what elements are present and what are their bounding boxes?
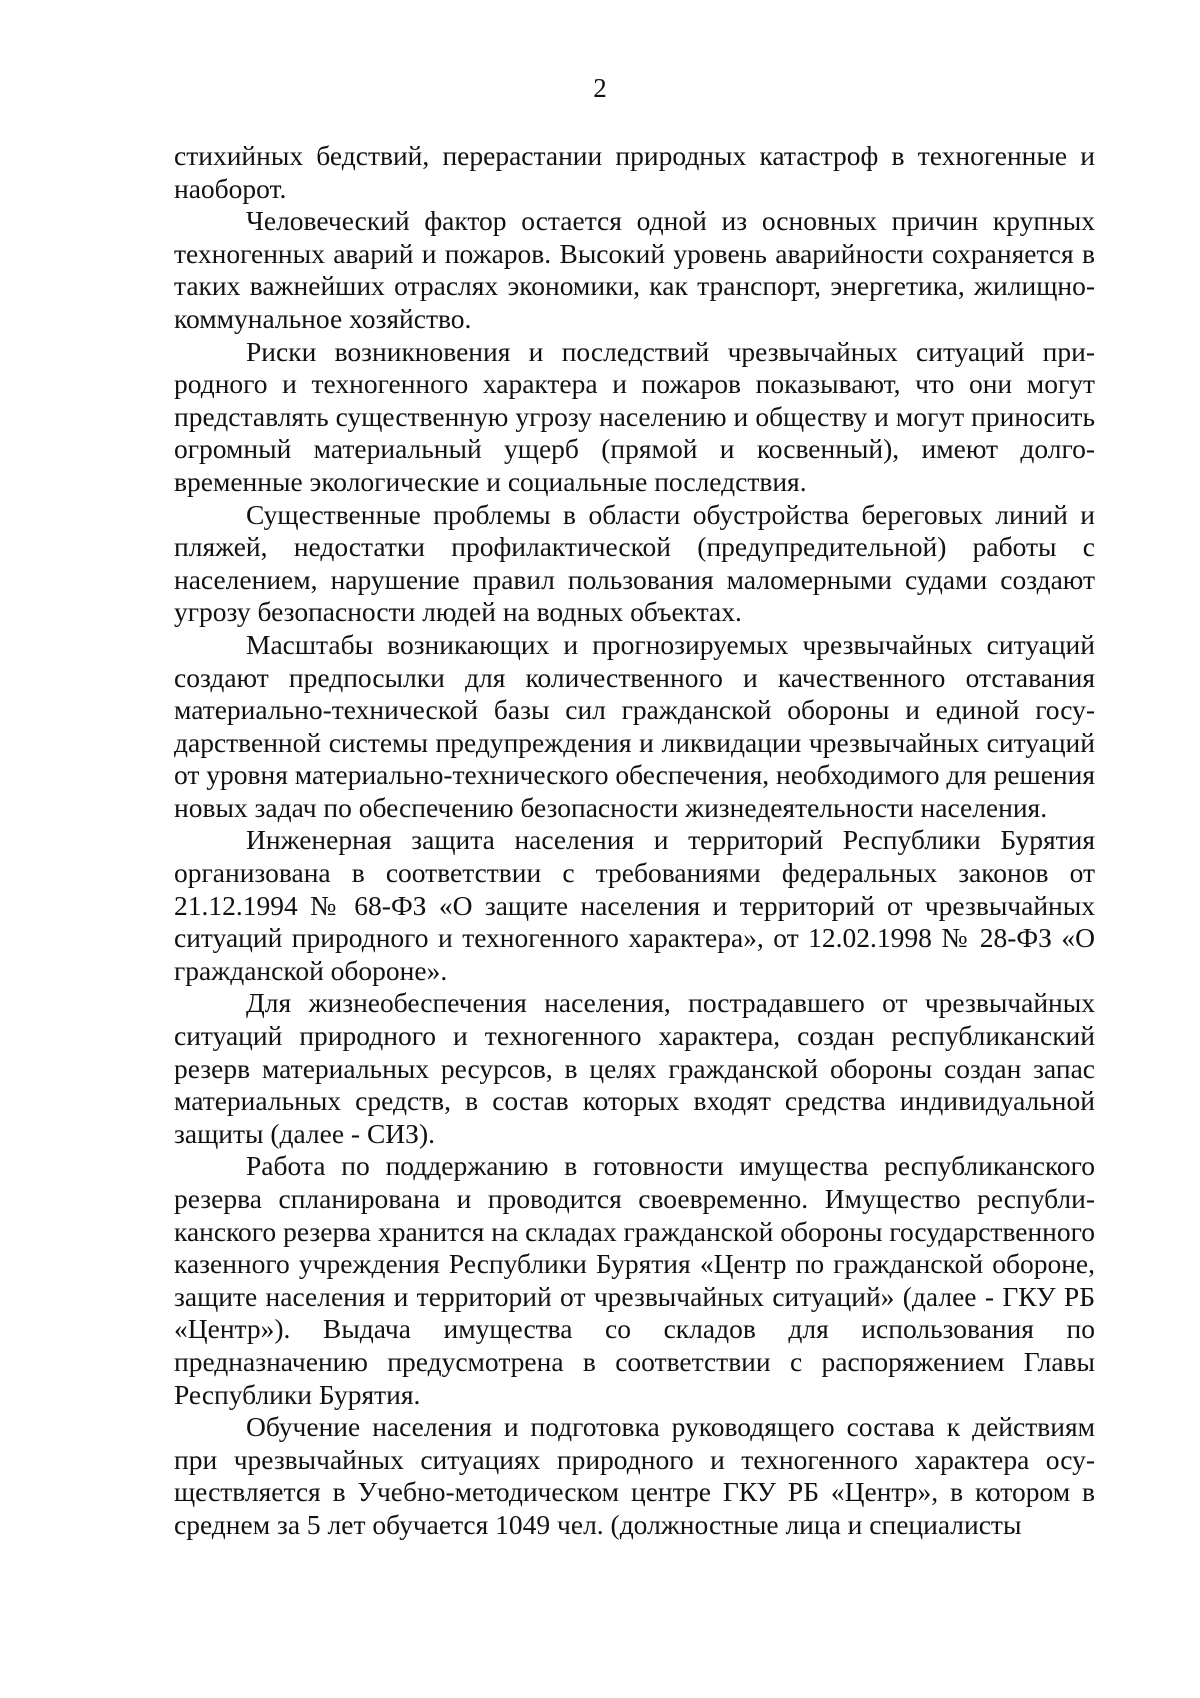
paragraph: Инженерная защита населения и территорий Республики Бурятия организована в соответствии с требованиями федеральных законов от 21.12.1994 № 68-ФЗ «О защите населения и территорий от чрезвычайных ситуаций природного и техногенного характера», от 12.02.1998 № 28-ФЗ «О гражданской обороне». <box>174 824 1095 986</box>
paragraph: Для жизнеобеспечения населения, пострадавшего от чрезвычайных ситуаций природного и техногенного характера, создан республиканский резерв материальных ресурсов, в целях гражданской обороны создан запас материальных средств, в состав которых входят средства индивидуальной защиты (далее - СИЗ). <box>174 987 1095 1149</box>
document-body <box>174 140 1095 1542</box>
paragraph: стихийных бедствий, перерастании природных катастроф в техногенные и наоборот. <box>174 140 1095 204</box>
paragraph: Существенные проблемы в области обустройства береговых линий и пляжей, недостатки профилактической (предупредительной) работы с населением, нарушение правил пользования маломерными судами создают угрозу безопасности людей на водных объектах. <box>174 498 1095 628</box>
paragraph: Риски возникновения и последствий чрезвычайных ситуаций природного и техногенного характера и пожаров показывают, что они могут представлять существенную угрозу населению и обществу и могут приносить огромный материальный ущерб (прямой и косвенный), имеют долговременные экологические и социальные последствия. <box>174 335 1095 497</box>
paragraph: Масштабы возникающих и прогнозируемых чрезвычайных ситуаций создают предпосылки для количественного и качественного отставания материально-технической базы сил гражданской обороны и единой государственной системы предупреждения и ликвидации чрезвычайных ситуаций от уровня материально-технического обеспечения, необходимого для решения новых задач по обеспечению безопасности жизнедеятельности населения. <box>174 628 1095 823</box>
paragraph-last: Обучение населения и подготовка руководящего состава к действиям при чрезвычайных ситуациях природного и техногенного характера осуществляется в Учебно-методическом центре ГКУ РБ «Центр», в котором в среднем за 5 лет обучается 1049 чел. (должностные лица и специалисты <box>174 1411 1095 1540</box>
paragraph: Работа по поддержанию в готовности имущества республиканского резерва спланирована и проводится своевременно. Имущество республиканского резерва хранится на складах гражданской обороны государственного казенного учреждения Республики Бурятия «Центр по гражданской обороне, защите населения и территорий от чрезвычайных ситуаций» (далее - ГКУ РБ «Центр»). Выдача имущества со складов для использования по предназначению предусмотрена в соответствии с распоряжением Главы Республики Бурятия. <box>174 1150 1095 1410</box>
paragraph: Человеческий фактор остается одной из основных причин крупных техногенных аварий и пожаров. Высокий уровень аварийности сохраняется в таких важнейших отраслях экономики, как транспорт, энергетика, жилищно-коммунальное хозяйство. <box>174 205 1095 334</box>
page-number: 2 <box>593 73 607 103</box>
